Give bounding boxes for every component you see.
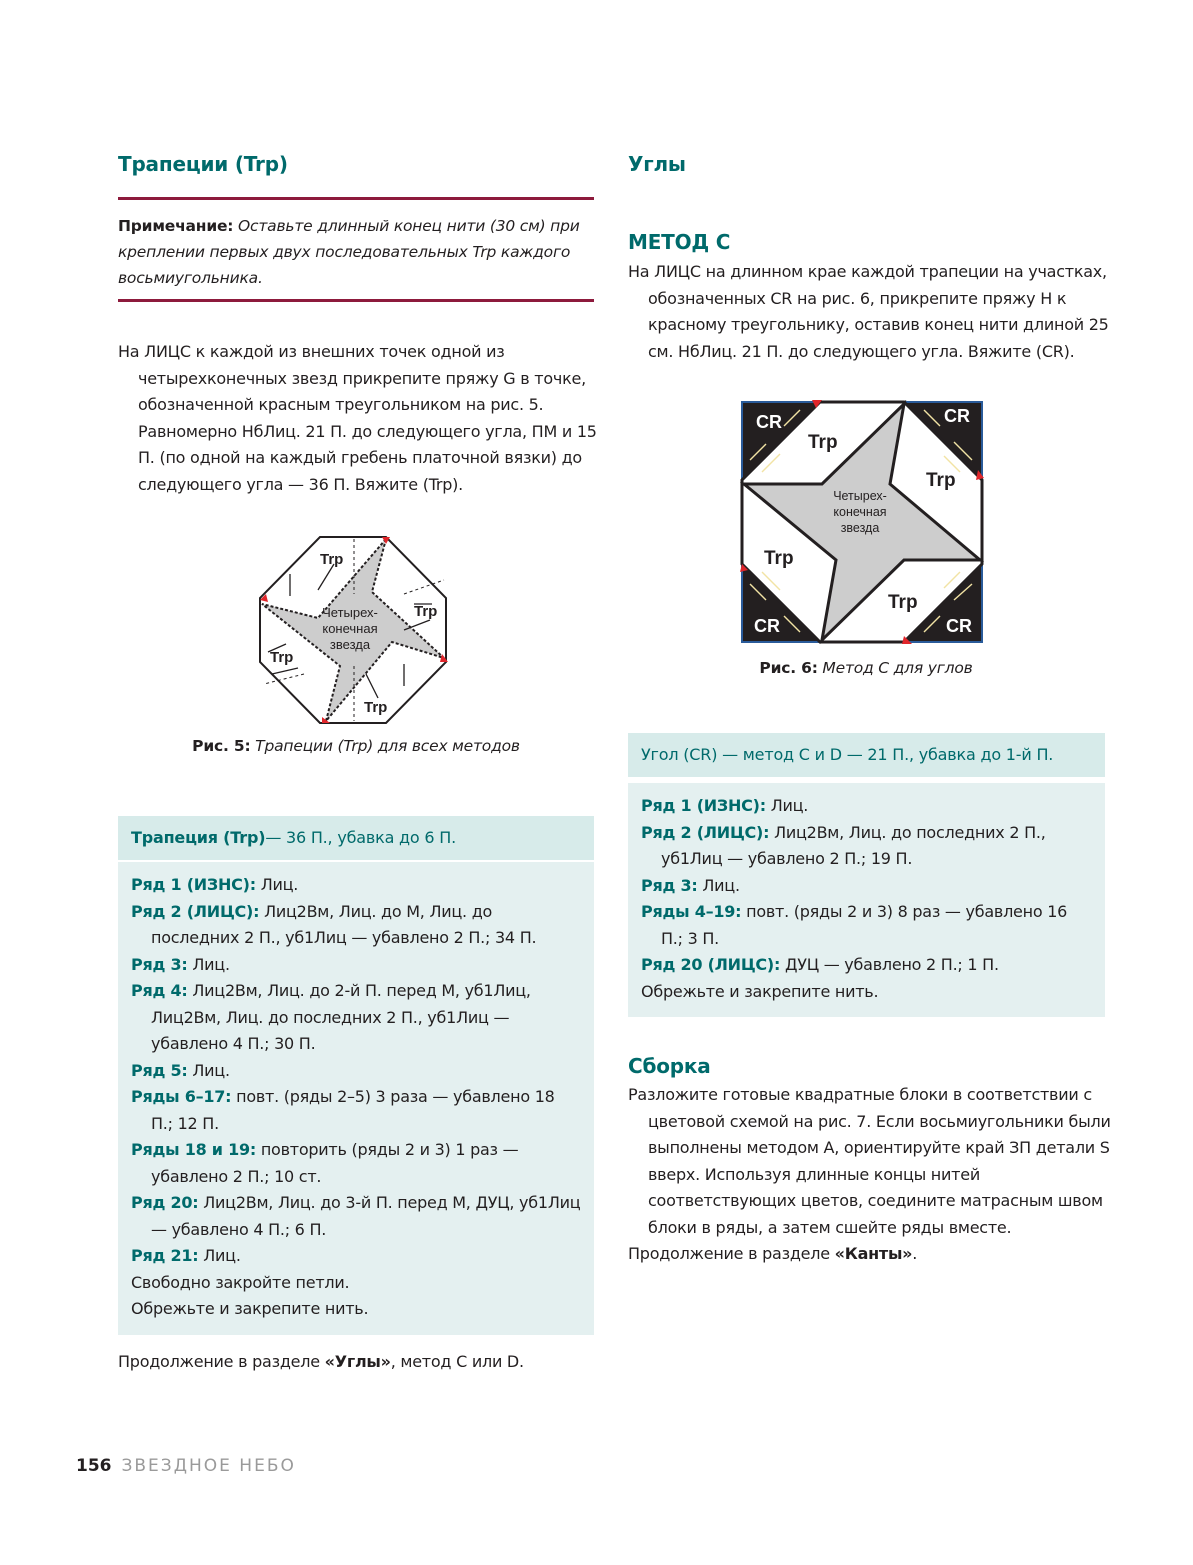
instruction-row <box>131 1270 581 1297</box>
method-c-heading: МЕТОД C <box>628 230 731 254</box>
trp-label: Trp <box>764 548 794 569</box>
trp-label: Trp <box>926 470 956 491</box>
figure-6-caption <box>616 659 1116 677</box>
trapezoid-heading: Трапеции (Trp) <box>118 152 288 176</box>
star-label-line: конечная <box>833 505 887 519</box>
cr-label: CR <box>754 616 780 636</box>
row-label: Ряд 20 (ЛИЦС): <box>641 955 781 974</box>
row-text: ДУЦ — убавлено 2 П.; 1 П. <box>780 955 999 974</box>
row-label: Ряд 2 (ЛИЦС): <box>641 822 770 842</box>
continue-section: «Канты» <box>834 1244 913 1263</box>
cr-label: CR <box>946 616 972 636</box>
trapezoid-box-title: Трапеция (Trp) <box>131 828 266 847</box>
trapezoid-intro-text: На ЛИЦС к каждой из внешних точек одной из четырехконечных звезд прикрепите пряжу G в точке, обозначенной красным треугольником на рис. 5. Равномерно НбЛиц. 21 П. до следующего угла, ПМ и 15 П. (по одной на каждый гребень платочной вязки) до следующего угла — 36 П. Вяжите (Trp). <box>118 342 597 494</box>
row-text: Обрежьте и закрепите нить. <box>641 981 879 1001</box>
figure-6-caption-text: Метод C для углов <box>817 659 973 677</box>
instruction-row <box>641 793 1092 820</box>
assembly-text-block <box>628 1082 1125 1241</box>
continue-section: «Углы» <box>324 1352 391 1371</box>
cr-label: CR <box>756 412 782 432</box>
instruction-row <box>641 873 1092 900</box>
note <box>118 213 594 291</box>
instruction-row <box>131 1243 581 1270</box>
method-c-intro <box>628 259 1125 365</box>
cr-label: CR <box>944 406 970 426</box>
row-text: Лиц. <box>765 796 809 815</box>
right-heading-block <box>628 152 1105 176</box>
note-text: Оставьте длинный конец нити (30 см) при креплении первых двух последовательных Trp каждого восьмиугольника. <box>118 217 580 287</box>
star-label-line: звезда <box>840 521 880 535</box>
trp-label: Trp <box>320 551 344 568</box>
row-label: Ряд 4: <box>131 981 188 1000</box>
instruction-row <box>641 899 1092 952</box>
trp-label: Trp <box>270 649 294 666</box>
row-text: Свободно закройте петли. <box>131 1272 350 1292</box>
row-label: Ряды 6–17: <box>131 1087 232 1106</box>
instruction-row <box>131 952 581 979</box>
corner-instructions-box <box>628 733 1105 1017</box>
figure-5-caption <box>118 737 594 755</box>
instruction-row <box>641 820 1092 873</box>
instruction-row <box>131 1084 581 1137</box>
trapezoid-intro <box>118 339 614 498</box>
instruction-row <box>641 952 1092 979</box>
row-text: Лиц. <box>697 875 740 895</box>
trapezoid-box-body <box>118 862 594 1335</box>
star-label-line: конечная <box>322 621 378 636</box>
row-label: Ряд 1 (ИЗНС): <box>131 875 256 894</box>
row-label: Ряд 3: <box>641 875 698 895</box>
trapezoid-box-subtitle: — 36 П., убавка до 6 П. <box>265 828 456 847</box>
star-label-line: Четырех- <box>833 489 887 503</box>
figure-6-caption-label: Рис. 6: <box>759 659 818 677</box>
method-c-block <box>628 230 1105 254</box>
figure-5-caption-label: Рис. 5: <box>192 737 251 755</box>
note-top-rule <box>118 197 594 200</box>
row-label: Ряды 18 и 19: <box>131 1140 256 1159</box>
corner-box-header: Угол (CR) — метод C и D — 21 П., убавка до 1-й П. <box>628 733 1105 777</box>
method-c-intro-text: На ЛИЦС на длинном крае каждой трапеции на участках, обозначенных CR на рис. 6, прикрепите пряжу H к красному треугольнику, оставив конец нити длиной 25 см. НбЛиц. 21 П. до следующего угла. Вяжите (CR). <box>628 262 1109 361</box>
trapezoid-box-header <box>118 816 594 860</box>
row-label: Ряд 1 (ИЗНС): <box>641 796 766 815</box>
instruction-row <box>131 1137 581 1190</box>
instruction-row <box>131 872 581 899</box>
row-text: повторить (ряды 2 и 3) 1 раз — убавлено 2 П.; 10 ст. <box>151 1140 519 1186</box>
star-label-line: Четырех- <box>322 605 378 620</box>
row-text: Лиц. <box>198 1246 241 1265</box>
corner-box-body <box>628 783 1105 1017</box>
row-text: Лиц2Вм, Лиц. до 2-й П. перед М, уб1Лиц, Лиц2Вм, Лиц. до последних 2 П., уб1Лиц — убавлено 4 П.; 30 П. <box>151 981 531 1053</box>
trapezoid-instructions-box <box>118 816 594 1335</box>
instruction-row <box>131 978 581 1058</box>
row-label: Ряд 5: <box>131 1060 188 1080</box>
trp-label: Trp <box>888 592 918 613</box>
row-text: Лиц2Вм, Лиц. до последних 2 П., уб1Лиц — убавлено 2 П.; 19 П. <box>661 822 1046 868</box>
left-heading-block <box>118 152 594 176</box>
note-bottom-rule <box>118 299 594 302</box>
trp-label: Trp <box>364 699 388 716</box>
row-label: Ряд 20: <box>131 1193 199 1212</box>
assembly-block <box>628 1054 1105 1078</box>
continue-text: Продолжение в разделе <box>628 1244 835 1263</box>
row-label: Ряды 4–19: <box>641 902 742 921</box>
right-continue-note <box>628 1241 1105 1268</box>
running-title: ЗВЕЗДНОЕ НЕБО <box>121 1456 296 1476</box>
note-label: Примечание: <box>118 217 234 235</box>
continue-tail: . <box>912 1244 918 1263</box>
assembly-heading: Сборка <box>628 1054 711 1078</box>
trp-label: Trp <box>414 603 438 620</box>
row-text: Лиц2Вм, Лиц. до М, Лиц. до последних 2 П., уб1Лиц — убавлено 2 П.; 34 П. <box>151 901 537 947</box>
instruction-row <box>641 979 1092 1006</box>
row-text: Лиц. <box>187 1060 230 1080</box>
row-label: Ряд 3: <box>131 954 188 974</box>
instruction-row <box>131 1296 581 1323</box>
trp-label: Trp <box>808 432 838 453</box>
row-text: повт. (ряды 2–5) 3 раза — убавлено 18 П.; 12 П. <box>151 1087 555 1133</box>
instruction-row <box>131 899 581 952</box>
row-text: Лиц2Вм, Лиц. до 3-й П. перед М, ДУЦ, уб1Лиц — убавлено 4 П.; 6 П. <box>151 1193 581 1239</box>
continue-text: Продолжение в разделе <box>118 1352 325 1371</box>
continue-tail: , метод C или D. <box>390 1352 524 1371</box>
row-text: Обрежьте и закрепите нить. <box>131 1299 369 1318</box>
row-text: повт. (ряды 2 и 3) 8 раз — убавлено 16 П.; 3 П. <box>661 902 1068 948</box>
left-continue-note <box>118 1349 594 1376</box>
page-number: 156 <box>76 1456 112 1476</box>
figure-5-octagon <box>254 534 454 726</box>
figure-6-square <box>740 400 984 644</box>
row-text: Лиц. <box>187 954 230 974</box>
corners-heading: Углы <box>628 152 686 176</box>
row-label: Ряд 21: <box>131 1246 199 1265</box>
instruction-row <box>131 1190 581 1243</box>
assembly-text: Разложите готовые квадратные блоки в соответствии с цветовой схемой на рис. 7. Если восьмиугольники были выполнены методом A, ориентируйте край ЗП детали S вверх. Используя длинные концы нитей соответствующих цветов, соедините матрасным швом блоки в ряды, а затем сшейте ряды вместе. <box>628 1085 1111 1237</box>
page-footer <box>76 1456 296 1476</box>
star-label-line: звезда <box>329 637 371 652</box>
row-label: Ряд 2 (ЛИЦС): <box>131 901 260 921</box>
row-text: Лиц. <box>255 875 299 894</box>
figure-5-caption-text: Трапеции (Trp) для всех методов <box>250 737 520 755</box>
instruction-row <box>131 1058 581 1085</box>
